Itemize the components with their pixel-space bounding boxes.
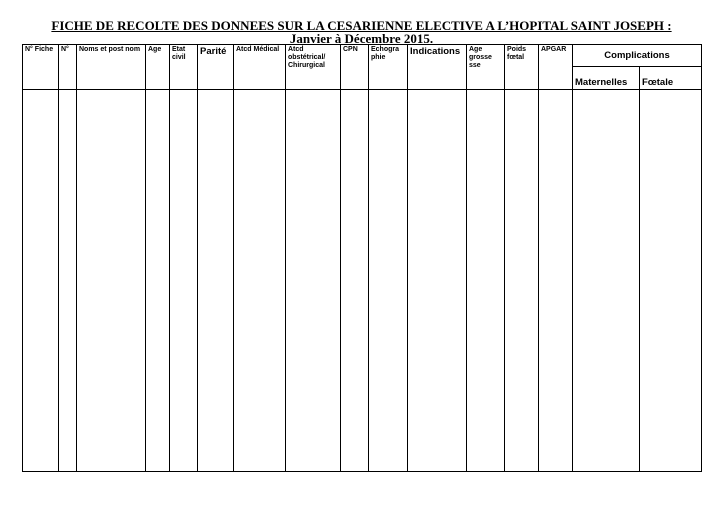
table-cell[interactable] xyxy=(467,90,505,472)
header-indications: Indications xyxy=(408,45,467,90)
table-cell[interactable] xyxy=(573,90,640,472)
table-cell[interactable] xyxy=(505,90,539,472)
header-cpn: CPN xyxy=(341,45,369,90)
header-n: N° xyxy=(59,45,77,90)
header-etat-civil: Etat civil xyxy=(170,45,198,90)
header-parite: Parité xyxy=(198,45,234,90)
header-echographie: Echogra phie xyxy=(369,45,408,90)
table-cell[interactable] xyxy=(77,90,146,472)
table-cell[interactable] xyxy=(198,90,234,472)
table-cell[interactable] xyxy=(286,90,341,472)
header-poids-foetal: Poids fœtal xyxy=(505,45,539,90)
data-collection-table xyxy=(22,44,702,472)
table-cell[interactable] xyxy=(640,90,702,472)
header-foetale: Fœtale xyxy=(640,67,702,90)
table-cell[interactable] xyxy=(23,90,59,472)
header-atcd-medical: Atcd Médical xyxy=(234,45,286,90)
table-cell[interactable] xyxy=(234,90,286,472)
document-title: FICHE DE RECOLTE DES DONNEES SUR LA CESARIENNE ELECTIVE A L’HOPITAL SAINT JOSEPH : xyxy=(51,18,672,33)
document-subtitle: Janvier à Décembre 2015. xyxy=(289,31,434,46)
table-cell[interactable] xyxy=(59,90,77,472)
header-apgar: APGAR xyxy=(539,45,573,90)
table-cell[interactable] xyxy=(146,90,170,472)
table-cell[interactable] xyxy=(170,90,198,472)
header-maternelles: Maternelles xyxy=(573,67,640,90)
header-age-grossesse: Age grosse sse xyxy=(467,45,505,90)
header-n-fiche: N° Fiche xyxy=(23,45,59,90)
table-row xyxy=(23,90,702,472)
header-complications: Complications xyxy=(573,45,702,67)
table-cell[interactable] xyxy=(539,90,573,472)
header-age: Age xyxy=(146,45,170,90)
table-cell[interactable] xyxy=(408,90,467,472)
header-noms: Noms et post nom xyxy=(77,45,146,90)
table-cell[interactable] xyxy=(341,90,369,472)
header-atcd-obstetrical: Atcd obstétrical/ Chirurgical xyxy=(286,45,341,90)
table-cell[interactable] xyxy=(369,90,408,472)
